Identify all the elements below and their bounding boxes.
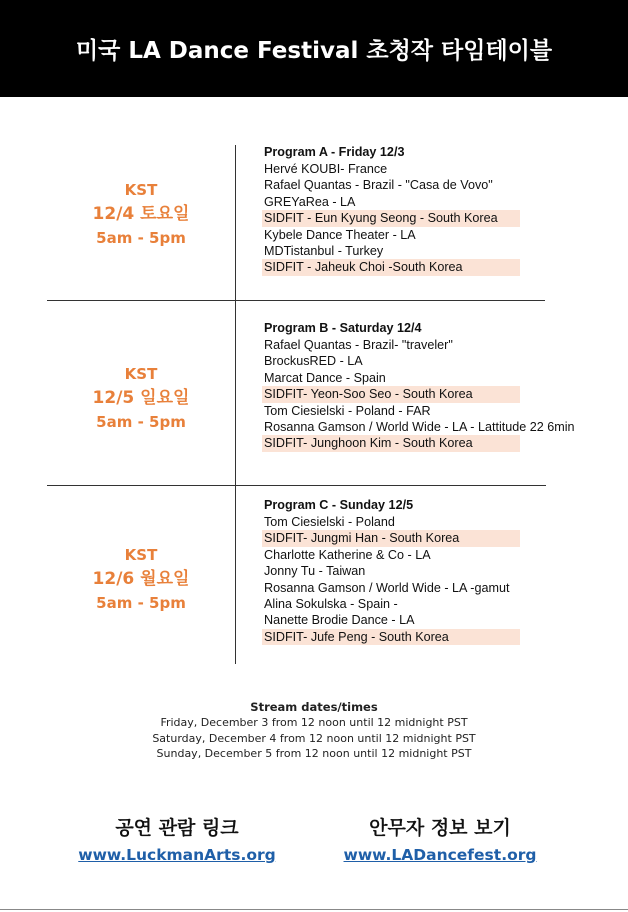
performer-entry: Rosanna Gamson / World Wide - LA -gamut xyxy=(264,580,510,595)
stream-line: Sunday, December 5 from 12 noon until 12 midnight PST xyxy=(156,747,472,760)
page-header xyxy=(0,0,628,97)
performance-link-label: 공연 관람 링크 xyxy=(115,817,239,839)
performer-entry-highlighted: SIDFIT - Jaheuk Choi -South Korea xyxy=(262,259,520,275)
program-title: Program B - Saturday 12/4 xyxy=(264,321,422,335)
performer-entry: BrockusRED - LA xyxy=(264,354,363,369)
performer-entry: Rafael Quantas - Brazil - "Casa de Vovo" xyxy=(264,178,493,193)
performer-entry-highlighted: SIDFIT- Jungmi Han - South Korea xyxy=(262,530,520,546)
kst-label: KST xyxy=(124,365,158,383)
kst-label: KST xyxy=(124,546,158,564)
stream-line: Friday, December 3 from 12 noon until 12 midnight PST xyxy=(160,716,468,729)
program-block xyxy=(262,320,577,452)
performance-link-block xyxy=(52,814,302,868)
kst-time: 5am - 5pm xyxy=(96,413,186,431)
kst-date: 12/6 월요일 xyxy=(92,569,190,589)
stream-info xyxy=(0,699,628,762)
performer-entry-highlighted: SIDFIT- Jufe Peng - South Korea xyxy=(262,629,520,645)
kst-date: 12/5 일요일 xyxy=(92,388,190,408)
program-block xyxy=(262,497,520,645)
row-divider xyxy=(47,485,546,486)
performer-entry: Hervé KOUBI- France xyxy=(264,162,388,176)
kst-time-block xyxy=(47,178,235,250)
ladancefest-link[interactable]: www.LADancefest.org xyxy=(343,846,537,864)
performer-entry: Rafael Quantas - Brazil- "traveler" xyxy=(264,338,453,352)
kst-time: 5am - 5pm xyxy=(96,229,186,247)
bottom-divider xyxy=(0,909,628,910)
kst-time-block xyxy=(47,543,235,615)
column-divider xyxy=(235,145,236,664)
performer-entry: GREYaRea - LA xyxy=(264,194,356,209)
program-title: Program A - Friday 12/3 xyxy=(264,145,405,159)
kst-label: KST xyxy=(124,181,158,199)
kst-time: 5am - 5pm xyxy=(96,594,186,612)
performer-entry: Nanette Brodie Dance - LA xyxy=(264,613,415,628)
performer-entry: Alina Sokulska - Spain - xyxy=(264,596,398,611)
choreographer-link-label: 안무자 정보 보기 xyxy=(369,817,511,839)
luckmanarts-link[interactable]: www.LuckmanArts.org xyxy=(78,846,276,864)
program-title: Program C - Sunday 12/5 xyxy=(264,498,414,512)
stream-title: Stream dates/times xyxy=(250,700,378,714)
performer-entry: Kybele Dance Theater - LA xyxy=(264,227,416,242)
performer-entry: Jonny Tu - Taiwan xyxy=(264,564,366,579)
performer-entry: Charlotte Katherine & Co - LA xyxy=(264,547,431,562)
choreographer-link-block xyxy=(315,814,565,868)
performer-entry-highlighted: SIDFIT- Junghoon Kim - South Korea xyxy=(262,435,520,451)
performer-entry: MDTistanbul - Turkey xyxy=(264,243,384,258)
kst-time-block xyxy=(47,362,235,434)
performer-entry: Tom Ciesielski - Poland xyxy=(264,515,395,529)
performer-entry-highlighted: SIDFIT- Yeon-Soo Seo - South Korea xyxy=(262,386,520,402)
program-block xyxy=(262,144,520,276)
stream-line: Saturday, December 4 from 12 noon until 12 midnight PST xyxy=(152,731,476,745)
performer-entry: Tom Ciesielski - Poland - FAR xyxy=(264,403,431,418)
row-divider xyxy=(47,300,545,301)
kst-date: 12/4 토요일 xyxy=(92,204,190,224)
performer-entry: Marcat Dance - Spain xyxy=(264,370,386,385)
performer-entry: Rosanna Gamson / World Wide - LA - Lattitude 22 6min xyxy=(264,419,575,434)
performer-entry-highlighted: SIDFIT - Eun Kyung Seong - South Korea xyxy=(262,210,520,226)
page-title: 미국 LA Dance Festival 초청작 타임테이블 xyxy=(75,38,553,64)
